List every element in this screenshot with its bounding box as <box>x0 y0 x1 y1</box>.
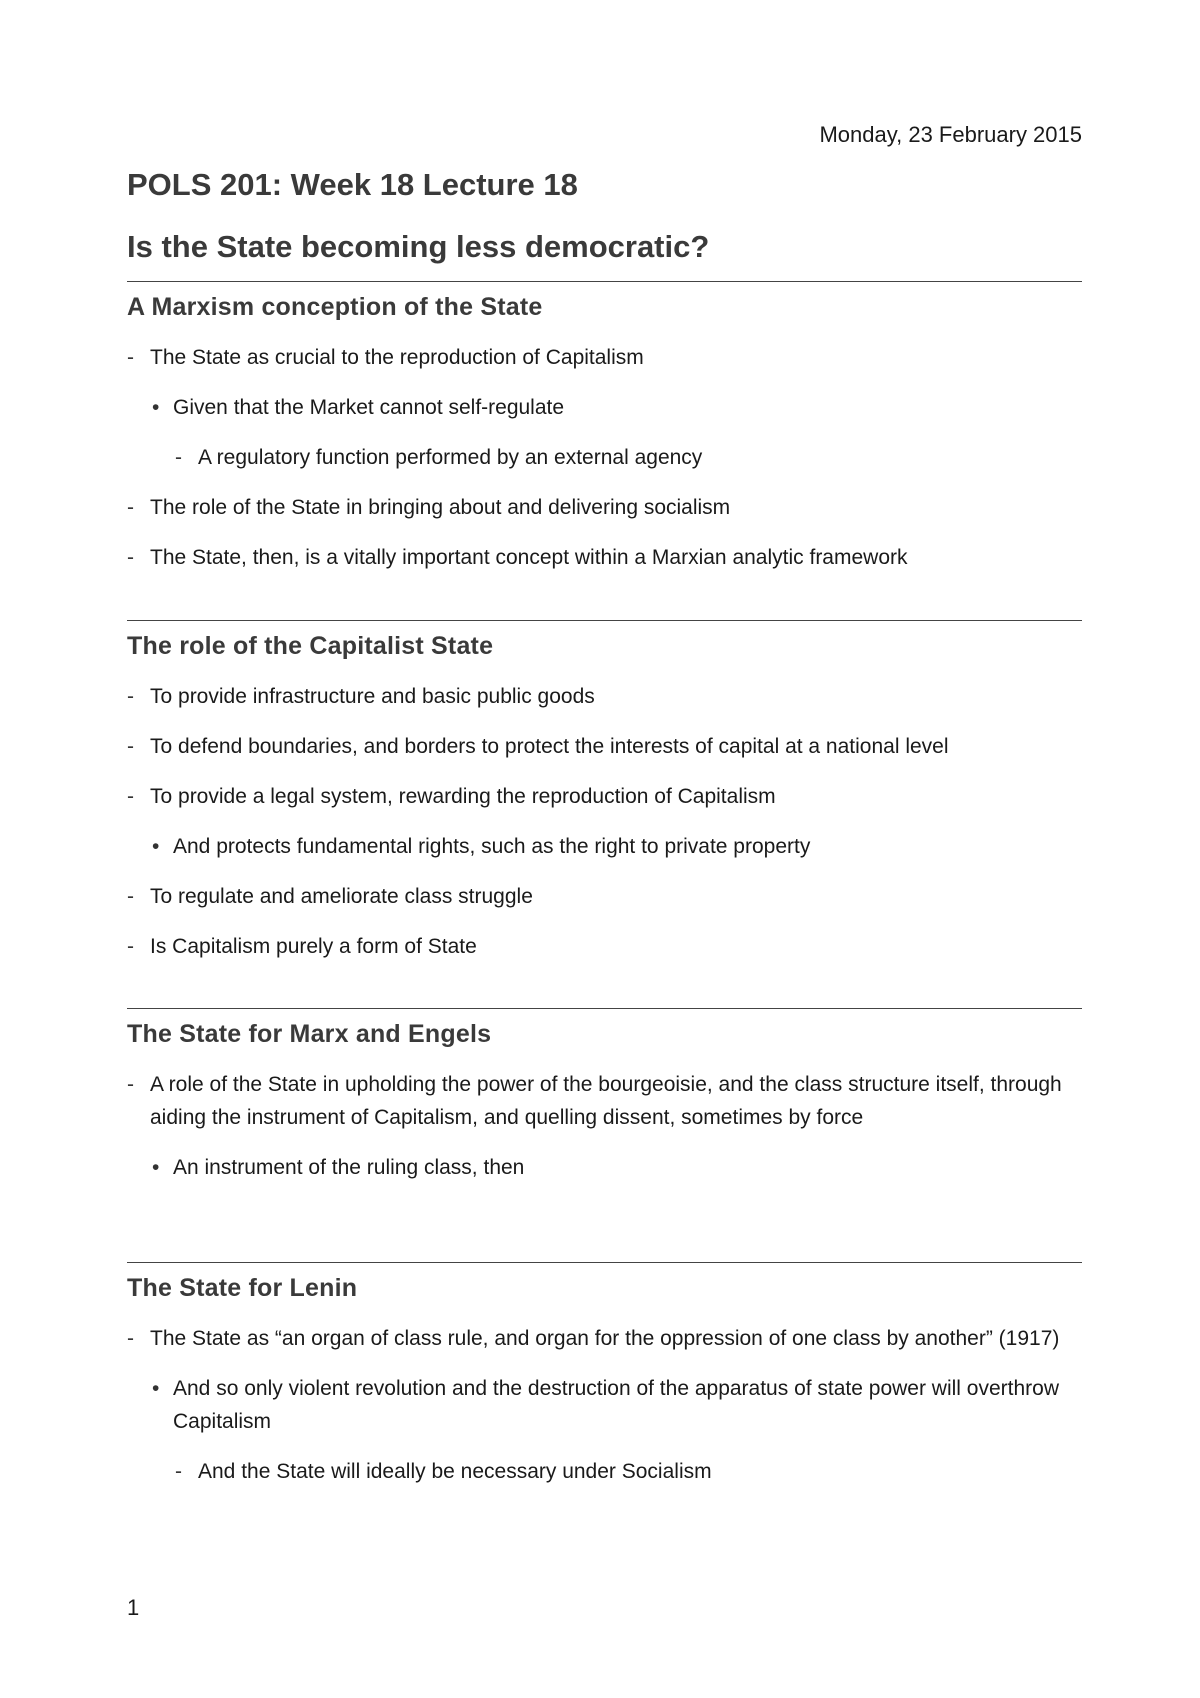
dash-marker: - <box>127 935 134 958</box>
dash-marker: - <box>127 546 134 569</box>
list-item <box>127 930 1082 963</box>
list-item-text: To defend boundaries, and borders to protect the interests of capital at a national level <box>150 735 949 758</box>
list-item <box>127 730 1082 763</box>
list-item <box>127 830 1082 863</box>
section-lenin <box>127 1262 1082 1488</box>
page-subtitle: Is the State becoming less democratic? <box>127 229 710 264</box>
dash-marker: - <box>175 1460 182 1483</box>
list-item-text: A role of the State in upholding the power of the bourgeoisie, and the class structure itself, through aiding the instrument of Capitalism, and quelling dissent, sometimes by force <box>150 1073 1062 1129</box>
list-item <box>127 1455 1082 1488</box>
list-item <box>127 441 1082 474</box>
bullet-list <box>127 680 1082 963</box>
dash-marker: - <box>127 346 134 369</box>
list-item-text: A regulatory function performed by an external agency <box>198 446 703 469</box>
bullet-list <box>127 341 1082 574</box>
list-item-text: An instrument of the ruling class, then <box>173 1156 525 1179</box>
section-marx-engels <box>127 1008 1082 1184</box>
list-item-text: To provide a legal system, rewarding the reproduction of Capitalism <box>150 785 776 808</box>
section-capitalist-state <box>127 620 1082 963</box>
section-heading: The role of the Capitalist State <box>127 632 494 660</box>
list-item <box>127 491 1082 524</box>
list-item-text: The State, then, is a vitally important concept within a Marxian analytic framework <box>150 546 908 569</box>
dash-marker: - <box>127 685 134 708</box>
list-item-text: And so only violent revolution and the destruction of the apparatus of state power will overthrow Capitalism <box>173 1377 1060 1433</box>
list-item <box>127 541 1082 574</box>
list-item <box>127 880 1082 913</box>
dash-marker: - <box>127 785 134 808</box>
section-marxism-conception <box>127 281 1082 574</box>
list-item-text: Is Capitalism purely a form of State <box>150 935 477 958</box>
section-divider <box>127 1262 1082 1263</box>
list-item-text: And the State will ideally be necessary under Socialism <box>198 1460 712 1483</box>
dash-marker: - <box>175 446 182 469</box>
list-item-text: To provide infrastructure and basic public goods <box>150 685 595 708</box>
section-divider <box>127 620 1082 621</box>
section-divider <box>127 1008 1082 1009</box>
list-item <box>127 1322 1082 1355</box>
list-item-text: The role of the State in bringing about and delivering socialism <box>150 496 731 519</box>
list-item <box>127 680 1082 713</box>
list-item <box>127 1068 1082 1134</box>
bullet-marker: • <box>152 396 160 419</box>
list-item <box>127 780 1082 813</box>
document-date: Monday, 23 February 2015 <box>819 122 1082 147</box>
list-item <box>127 341 1082 374</box>
section-heading: The State for Marx and Engels <box>127 1020 492 1048</box>
dash-marker: - <box>127 1073 134 1096</box>
bullet-list <box>127 1068 1082 1184</box>
list-item-text: The State as crucial to the reproduction of Capitalism <box>150 346 644 369</box>
bullet-marker: • <box>152 1377 160 1400</box>
bullet-marker: • <box>152 835 160 858</box>
dash-marker: - <box>127 496 134 519</box>
list-item-text: To regulate and ameliorate class struggle <box>150 885 533 908</box>
bullet-marker: • <box>152 1156 160 1179</box>
page-number: 1 <box>127 1595 140 1620</box>
dash-marker: - <box>127 1327 134 1350</box>
dash-marker: - <box>127 885 134 908</box>
bullet-list <box>127 1322 1082 1488</box>
list-item-text: Given that the Market cannot self-regulate <box>173 396 565 419</box>
page-title: POLS 201: Week 18 Lecture 18 <box>127 167 578 202</box>
list-item <box>127 391 1082 424</box>
section-heading: A Marxism conception of the State <box>127 293 543 321</box>
section-divider <box>127 281 1082 282</box>
title-block <box>127 165 1082 267</box>
dash-marker: - <box>127 735 134 758</box>
list-item <box>127 1151 1082 1184</box>
list-item-text: And protects fundamental rights, such as the right to private property <box>173 835 811 858</box>
list-item-text: The State as “an organ of class rule, and organ for the oppression of one class by another” (1917) <box>150 1327 1060 1350</box>
list-item <box>127 1372 1082 1438</box>
section-heading: The State for Lenin <box>127 1274 358 1302</box>
